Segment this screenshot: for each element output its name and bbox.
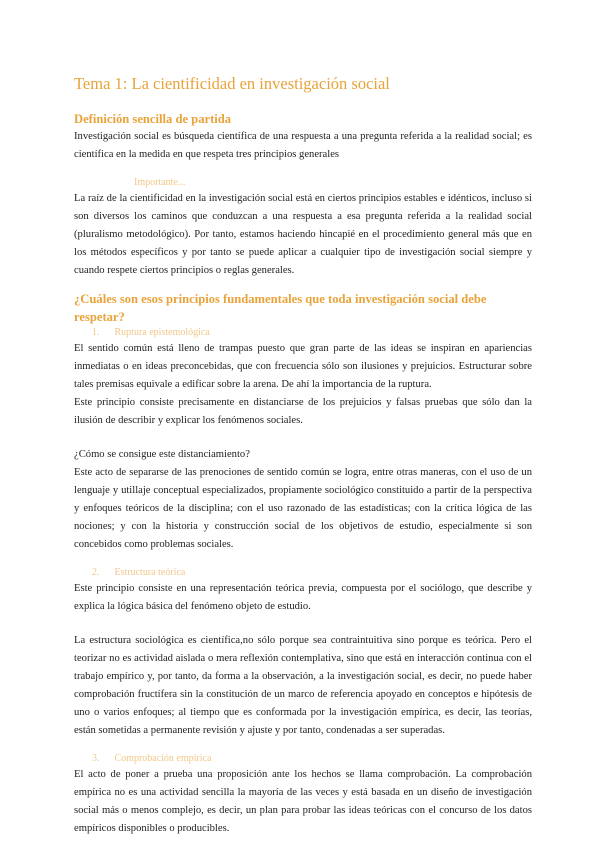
document-page <box>74 72 532 838</box>
section-heading-principles: ¿Cuáles son esos principios fundamentales que toda investigación social debe respetar? <box>74 292 487 324</box>
importante-label: Importante... <box>134 177 186 188</box>
principle-3-heading <box>74 752 532 766</box>
principle-3-number: 3. <box>92 753 100 764</box>
definition-paragraph: Investigación social es búsqueda científica de una respuesta a una pregunta referida a la realidad social; es científica en la medida en que respeta tres principios generales <box>74 131 532 160</box>
principle-3-text-1: El acto de poner a prueba una proposición ante los hechos se llama comprobación. La comprobación empírica no es una actividad sencilla la mayoría de las veces y está basada en un diseño de investigación social más o menos complejo, es decir, un plan para probar las ideas teóricas con el concurso de los datos empíricos disponibles o producibles. <box>74 769 532 834</box>
principle-1-question: ¿Cómo se consigue este distanciamiento? <box>74 449 250 460</box>
principle-1-label: Ruptura epistemológica <box>114 327 210 338</box>
section-heading-definition: Definición sencilla de partida <box>74 112 232 126</box>
principle-2-text-1: Este principio consiste en una representación teórica previa, compuesta por el sociólogo, que describe y explica la lógica básica del fenómeno objeto de estudio. <box>74 583 532 612</box>
principle-3-label: Comprobación empírica <box>114 753 212 764</box>
principle-1-text-2: Este principio consiste precisamente en distanciarse de los prejuicios y falsas pruebas que sólo dan la ilusión de describir y explicar los fenómenos sociales. <box>74 397 532 426</box>
principle-1-number: 1. <box>92 327 100 338</box>
principle-2-text-2: La estructura sociológica es científica,no sólo porque sea contraintuitiva sino porque es teórica. Pero el teorizar no es actividad aislada o mera reflexión contemplativa, sino que está en interacción continua con el trabajo empírico y, por tanto, da forma a la observación, a la investigación social, es decir, no puede haber comprobación fructífera sin la constitución de un marco de referencia apoyado en conceptos e hipótesis de uno o varios enfoques; al tiempo que es conformada por la investigación empírica, es decir, las teorías, están sometidas a permanente revisión y ajuste y por tanto, condenadas a ser superadas. <box>74 635 532 736</box>
principle-1-text-1: El sentido común está lleno de trampas puesto que gran parte de las ideas se inspiran en apariencias inmediatas o en ideas preconcebidas, que con frecuencia sólo son ilusiones y prejuicios. Estructurar sobre tales premisas equivale a edificar sobre la arena. De ahí la importancia de la ruptura. <box>74 343 532 390</box>
principle-1-heading <box>74 326 532 340</box>
principle-2-label: Estructura teórica <box>114 567 186 578</box>
importante-paragraph: La raíz de la cientificidad en la investigación social está en ciertos principios estables e idénticos, incluso si son diversos los caminos que conduzcan a una respuesta a esa pregunta referida a la realidad social (pluralismo metodológico). Por tanto, estamos haciendo hincapié en el procedimiento general más que en los métodos específicos y por tanto se puede aplicar a cualquier tipo de investigación social siempre y cuando respete ciertos principios o reglas generales. <box>74 193 532 276</box>
principle-2-number: 2. <box>92 567 100 578</box>
principle-1-text-3: Este acto de separarse de las prenociones de sentido común se logra, entre otras maneras, con el uso de un lenguaje y utillaje conceptual especializados, propiamente sociológico constituido a partir de la perspectiva y enfoques teóricos de la disciplina; con el uso razonado de las estadísticas; con la crítica lógica de las nociones; y con la historia y construcción social de los objetivos de estudio, especialmente si son concebidos como problemas sociales. <box>74 467 532 550</box>
principle-2-heading <box>74 566 532 580</box>
page-title: Tema 1: La cientificidad en investigación social <box>74 74 390 93</box>
